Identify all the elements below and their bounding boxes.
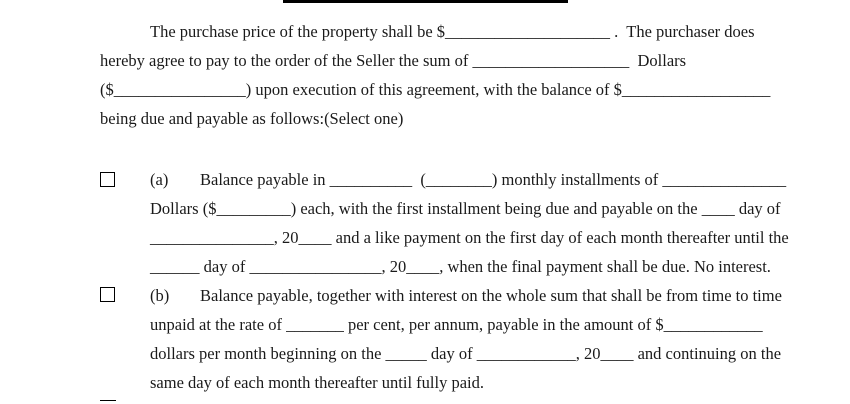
intro-line-3: ($________________) upon execution of this agreement, with the balance of $__________________ bbox=[100, 80, 771, 99]
option-a-line-1: Balance payable in __________ (________) monthly installments of _______________ bbox=[200, 170, 787, 189]
option-a-line-4: ______ day of ________________, 20____, when the final payment shall be due. No interest. bbox=[150, 257, 771, 276]
option-a-marker: (a) bbox=[150, 170, 169, 189]
option-b-line-2: unpaid at the rate of _______ per cent, per annum, payable in the amount of $____________ bbox=[150, 315, 763, 334]
intro-line-1: The purchase price of the property shall be $____________________ . The purchaser does bbox=[150, 22, 755, 41]
option-b-marker: (b) bbox=[150, 286, 170, 305]
option-b-line-4: same day of each month thereafter until fully paid. bbox=[150, 373, 485, 392]
option-a-checkbox[interactable] bbox=[100, 172, 115, 187]
intro-line-2: hereby agree to pay to the order of the Seller the sum of ___________________ Dollars bbox=[100, 51, 687, 70]
option-a-line-2: Dollars ($_________) each, with the first installment being due and payable on the ____ day of bbox=[150, 199, 781, 218]
option-b-checkbox[interactable] bbox=[100, 287, 115, 302]
option-b-line-3: dollars per month beginning on the _____ day of ____________, 20____ and continuing on the bbox=[150, 344, 782, 363]
option-a-line-3: _______________, 20____ and a like payment on the first day of each month thereafter until the bbox=[150, 228, 789, 247]
option-c-checkbox-partial[interactable] bbox=[100, 400, 116, 404]
header-rule bbox=[283, 0, 568, 3]
intro-line-4: being due and payable as follows:(Select one) bbox=[100, 109, 404, 128]
option-b-line-1: Balance payable, together with interest on the whole sum that shall be from time to time bbox=[200, 286, 782, 305]
